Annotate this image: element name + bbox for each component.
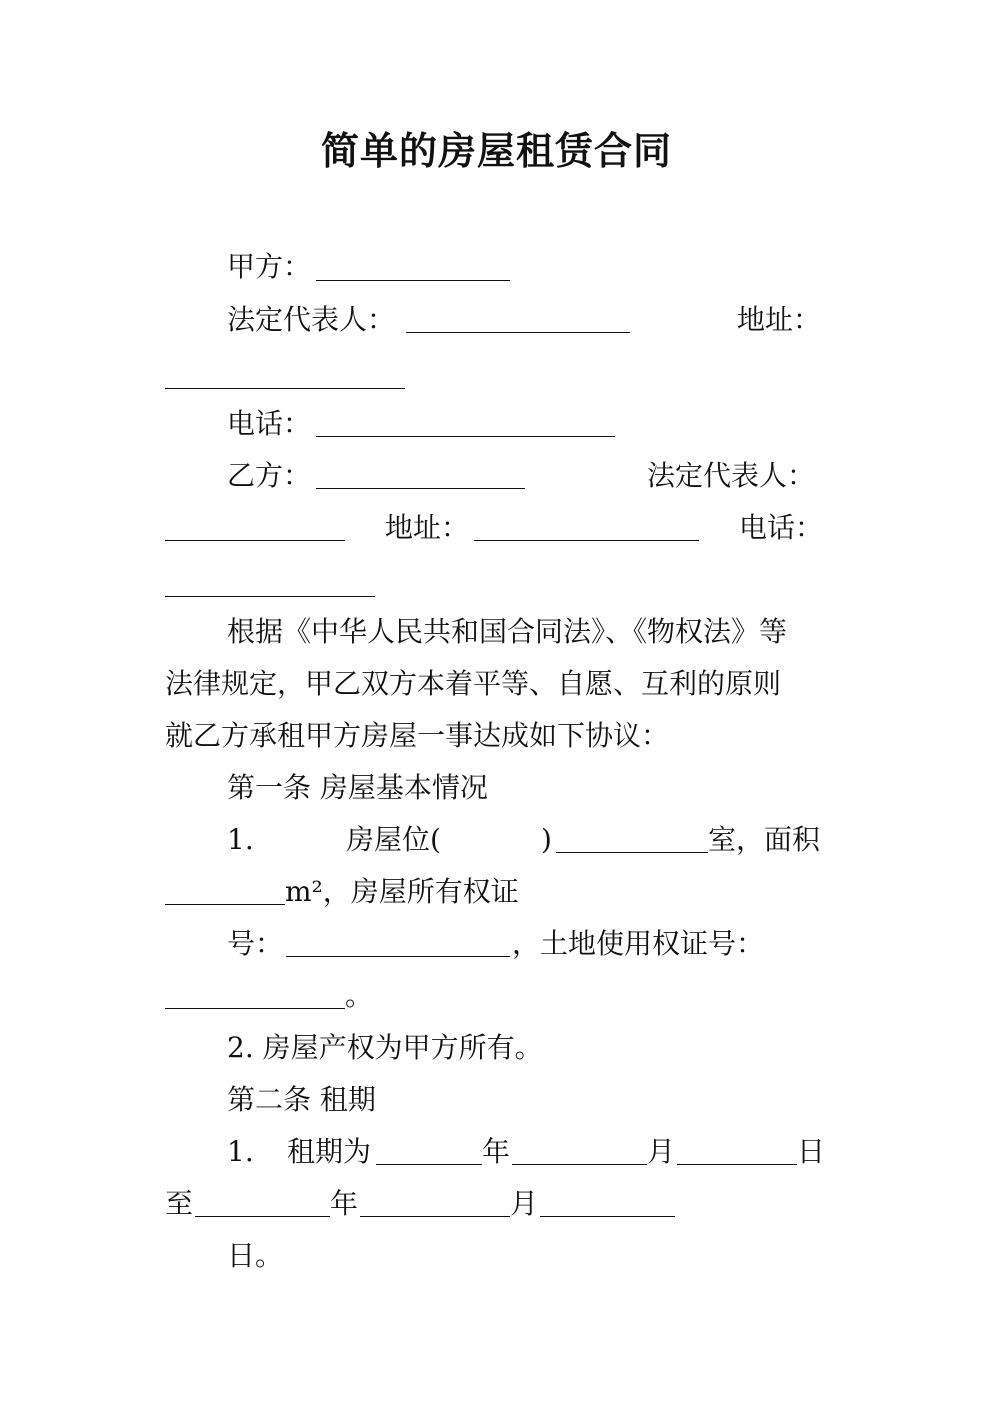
party-b-name-blank	[316, 488, 525, 489]
property-cert-number-blank	[286, 956, 510, 957]
room-number-blank	[556, 852, 708, 853]
party-a-address-blank	[165, 388, 405, 389]
area-blank	[165, 904, 285, 905]
land-cert-end-mark: 。	[345, 979, 374, 1012]
lease-term-label: 租期为	[287, 1135, 372, 1168]
end-day-blank	[540, 1216, 675, 1217]
party-a-legal-rep-label: 法定代表人：	[227, 303, 396, 336]
party-b-address-label: 地址：	[385, 511, 470, 544]
article-2-item-1-number: 1.	[227, 1135, 254, 1168]
party-b-phone-label: 电话：	[739, 511, 824, 544]
party-b-legal-rep-blank	[165, 540, 345, 541]
start-month-blank	[512, 1164, 647, 1165]
document-title: 简单的房屋租赁合同	[320, 129, 672, 173]
article-1-item-1-location-open: 房屋位(	[346, 823, 441, 856]
article-1-item-1-number: 1.	[227, 823, 254, 856]
area-unit-and-cert-label: m²，房屋所有权证	[285, 875, 519, 908]
end-year-label: 年	[330, 1187, 359, 1220]
party-a-name-blank	[316, 280, 510, 281]
article-2-heading: 第二条 租期	[227, 1083, 376, 1116]
land-cert-number-blank	[165, 1008, 345, 1009]
lease-end-to-label: 至	[165, 1187, 194, 1220]
party-b-address-blank	[474, 540, 699, 541]
start-year-blank	[376, 1164, 482, 1165]
start-month-label: 月	[647, 1135, 676, 1168]
article-1-item-1-area-label: 室，面积	[708, 823, 821, 856]
party-a-phone-blank	[316, 436, 615, 437]
party-b-phone-blank	[165, 596, 375, 597]
party-a-phone-label: 电话：	[227, 407, 312, 440]
article-1-item-2: 2. 房屋产权为甲方所有。	[227, 1031, 543, 1064]
end-year-blank	[195, 1216, 330, 1217]
end-day-label: 日。	[227, 1239, 284, 1272]
start-day-label: 日	[797, 1135, 826, 1168]
party-a-address-label: 地址：	[737, 303, 822, 336]
property-cert-number-label: 号：	[227, 927, 284, 960]
end-month-blank	[360, 1216, 510, 1217]
article-1-heading: 第一条 房屋基本情况	[227, 771, 488, 804]
article-1-item-1-location-close: )	[541, 823, 552, 856]
start-day-blank	[677, 1164, 797, 1165]
party-b-label: 乙方：	[227, 459, 312, 492]
party-b-legal-rep-label: 法定代表人：	[647, 459, 816, 492]
party-a-label: 甲方：	[227, 250, 312, 283]
preamble-line-3: 就乙方承租甲方房屋一事达成如下协议：	[165, 719, 670, 752]
preamble-line-1: 根据《中华人民共和国合同法》、《物权法》等	[227, 615, 788, 648]
land-cert-number-label: ，土地使用权证号：	[512, 927, 765, 960]
end-month-label: 月	[510, 1187, 539, 1220]
party-a-legal-rep-blank	[406, 332, 630, 333]
preamble-line-2: 法律规定，甲乙双方本着平等、自愿、互利的原则	[165, 667, 782, 700]
start-year-label: 年	[482, 1135, 511, 1168]
